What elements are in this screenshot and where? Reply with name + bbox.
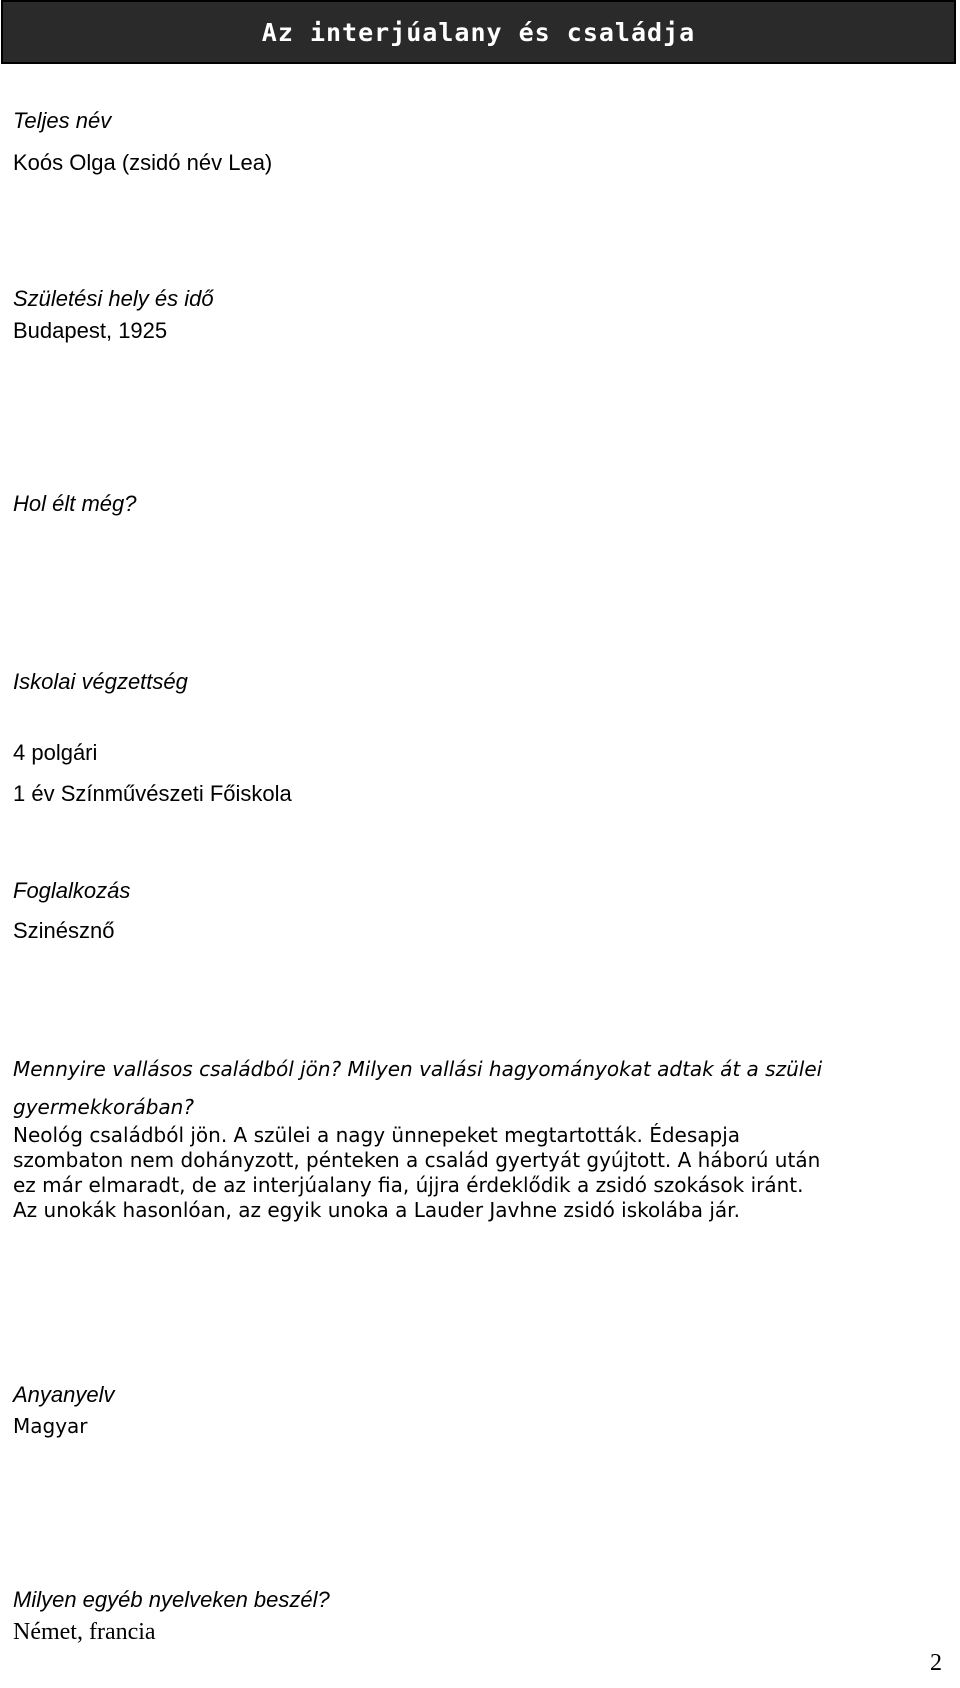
religion-answer-line: Az unokák hasonlóan, az egyik unoka a Lauder Javhne zsidó iskolába jár. xyxy=(13,1198,740,1222)
occupation-value: Szinésznő xyxy=(13,918,115,943)
religion-answer-line: ez már elmaradt, de az interjúalany fia, újjra érdeklődik a zsidó szokások iránt. xyxy=(13,1173,804,1197)
languages-label: Milyen egyéb nyelveken beszél? xyxy=(13,1587,330,1612)
mother-tongue-value: Magyar xyxy=(13,1414,88,1438)
birth-value: Budapest, 1925 xyxy=(13,318,168,343)
religion-answer-line: Neológ családból jön. A szülei a nagy ünnepeket megtartották. Édesapja xyxy=(13,1123,741,1147)
occupation-label: Foglalkozás xyxy=(13,878,131,903)
religion-label: Mennyire vallásos családból jön? Milyen vallási hagyományokat adtak át a szülei gyermekkorában? xyxy=(13,1057,823,1119)
education-label: Iskolai végzettség xyxy=(13,669,188,694)
section-header xyxy=(1,0,956,64)
birth-label: Születési hely és idő xyxy=(13,286,214,311)
religion-answer-line: szombaton nem dohányzott, pénteken a család gyertyát gyújtott. A háború után xyxy=(13,1148,821,1172)
mother-tongue-label: Anyanyelv xyxy=(13,1382,115,1407)
full-name-value: Koós Olga (zsidó név Lea) xyxy=(13,150,273,175)
lived-label: Hol élt még? xyxy=(13,491,137,516)
section-title: Az interjúalany és családja xyxy=(261,17,696,47)
full-name-label: Teljes név xyxy=(13,108,112,133)
education-value-2: 1 év Színművészeti Főiskola xyxy=(13,781,292,806)
education-value-1: 4 polgári xyxy=(13,740,98,765)
languages-value: Német, francia xyxy=(13,1619,156,1645)
page-number: 2 xyxy=(930,1650,942,1676)
religion-answer xyxy=(13,1123,948,1223)
